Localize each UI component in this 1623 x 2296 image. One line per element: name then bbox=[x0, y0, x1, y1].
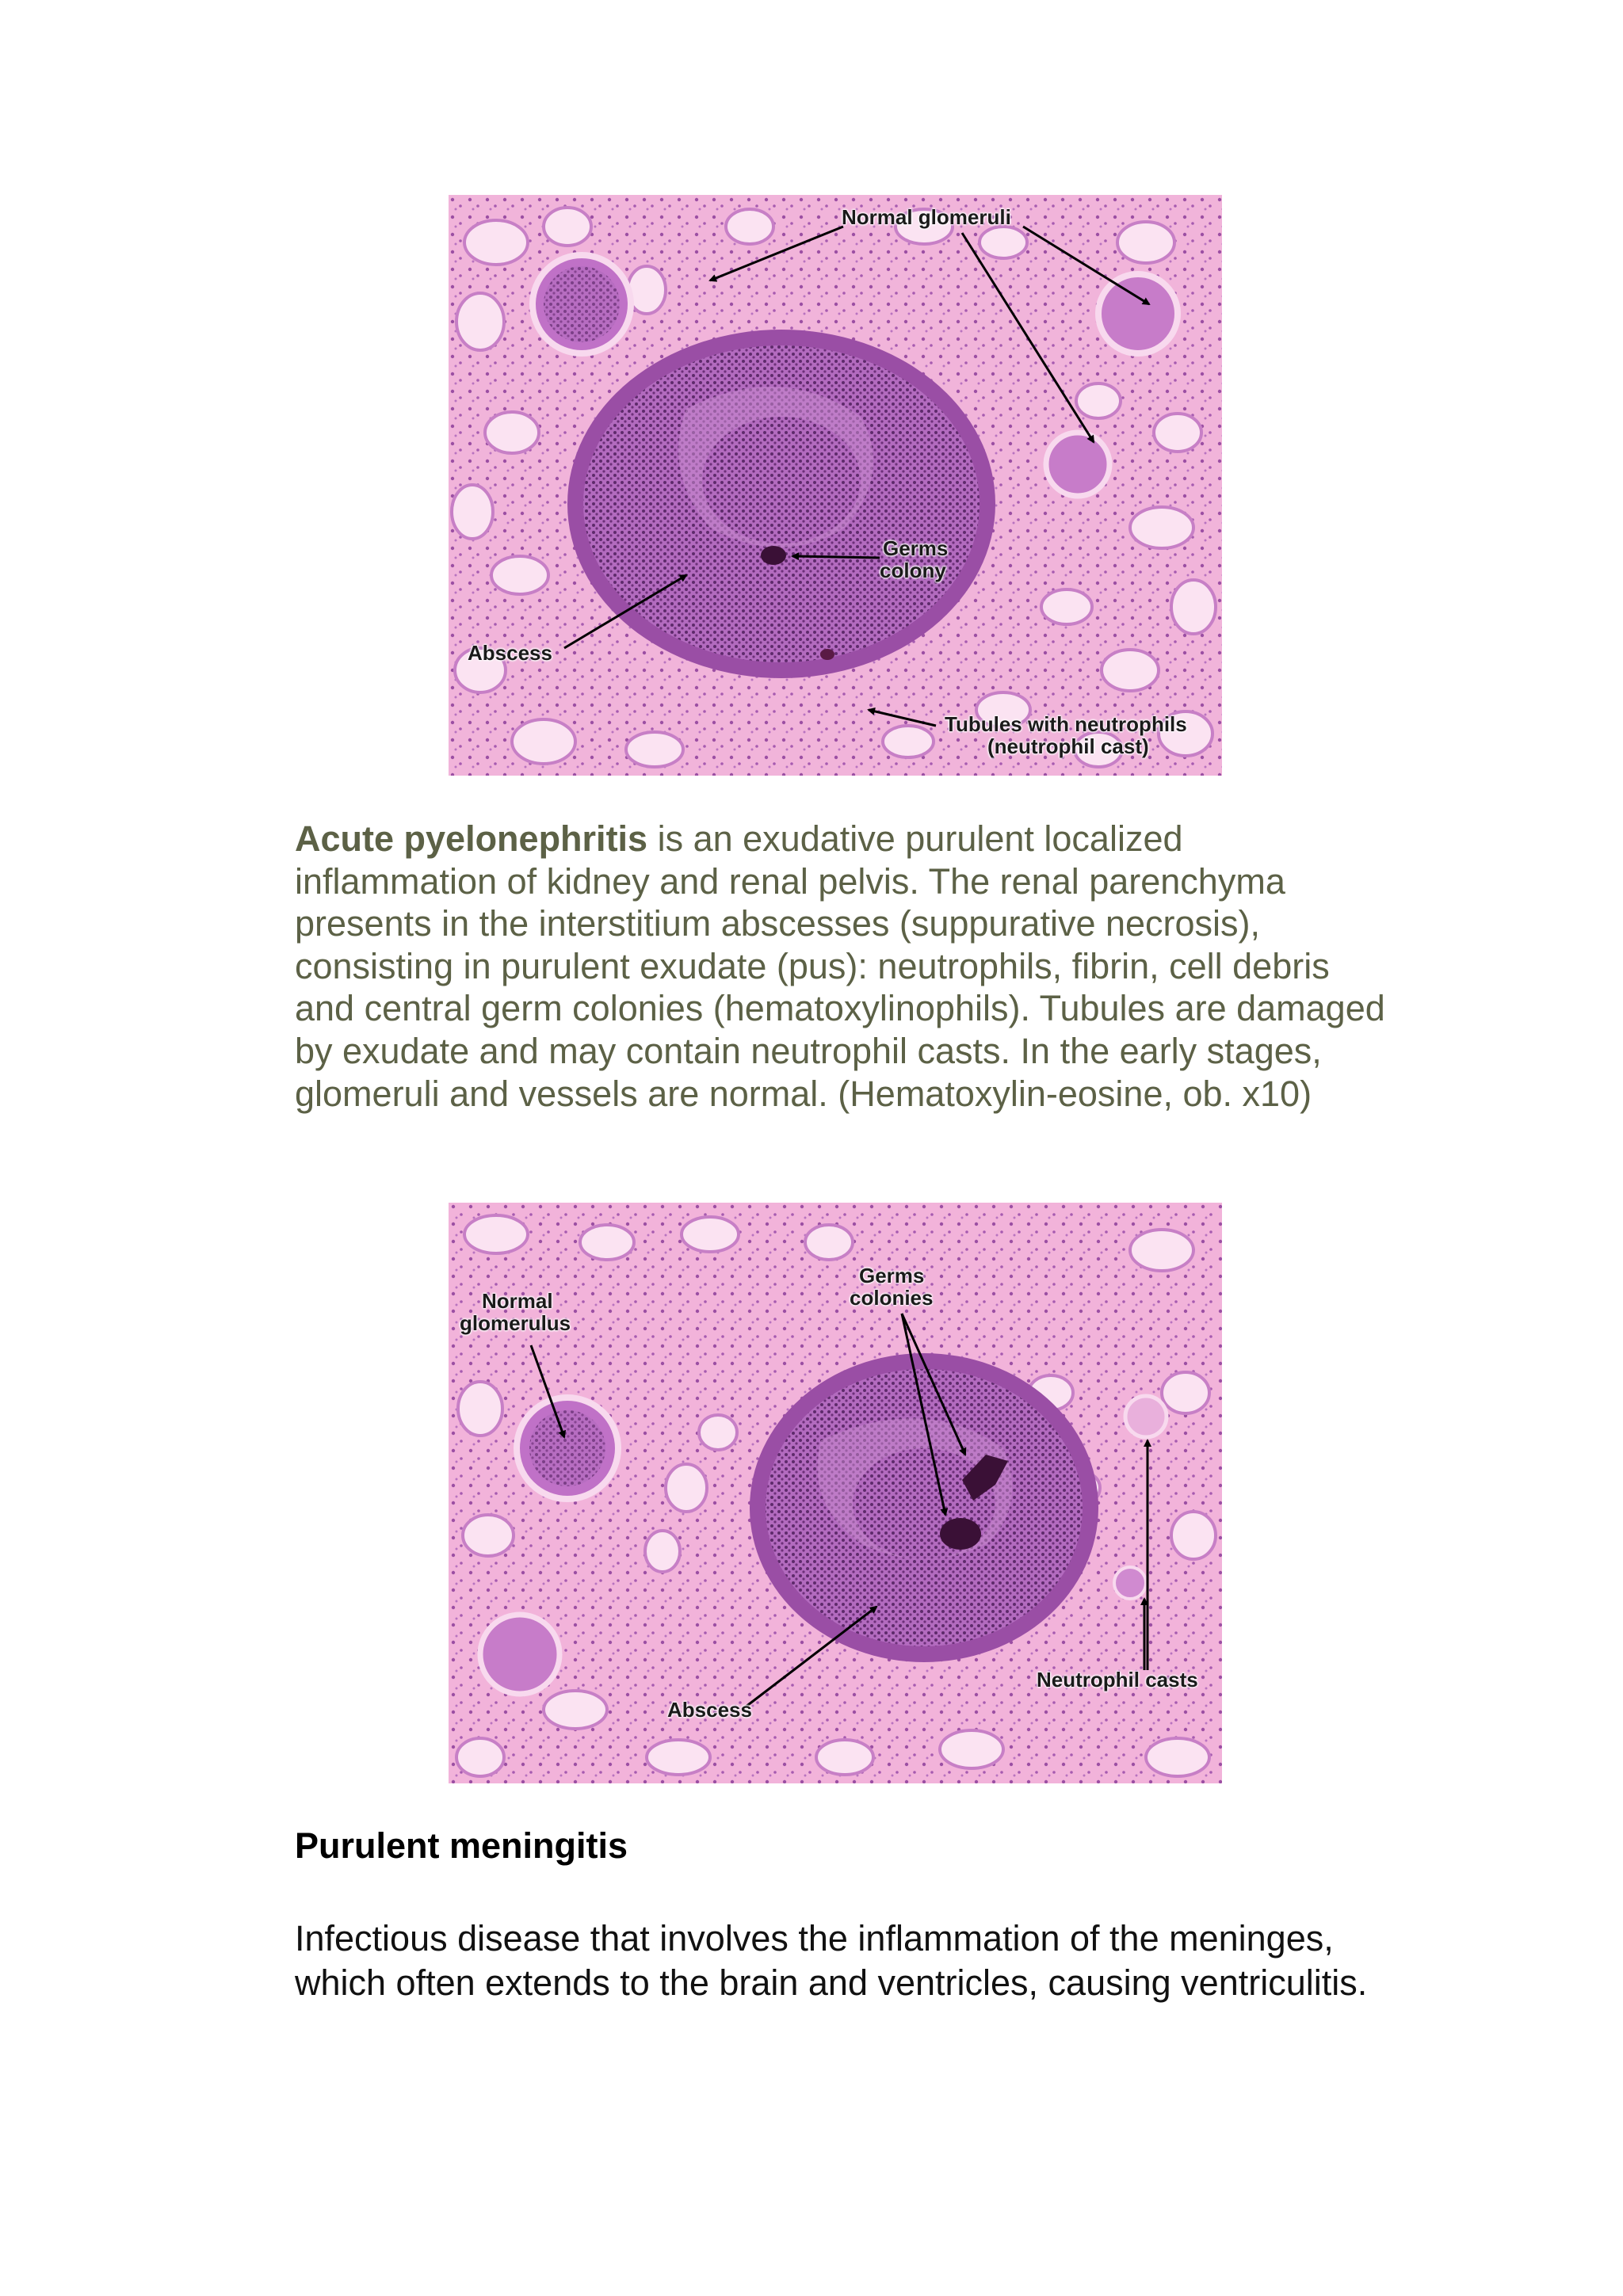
label-germs-colonies-line1: Germs bbox=[859, 1264, 925, 1287]
section-heading-purulent-meningitis: Purulent meningitis bbox=[295, 1825, 628, 1866]
label-germs-colonies-line2: colonies bbox=[850, 1286, 934, 1310]
term-acute-pyelonephritis: Acute pyelonephritis bbox=[295, 818, 648, 859]
tissue-illustration bbox=[449, 1203, 1222, 1783]
label-neutrophil-casts: Neutrophil casts bbox=[1037, 1668, 1198, 1691]
micrograph-pyelonephritis-detail bbox=[449, 1203, 1222, 1783]
label-tubules-neutrophils-line1: Tubules with neutrophils bbox=[945, 712, 1187, 736]
label-normal-glomerulus-line1: Normal bbox=[482, 1289, 553, 1313]
micrograph-acute-pyelonephritis bbox=[449, 195, 1222, 776]
label-abscess: Abscess bbox=[468, 641, 552, 665]
label-normal-glomerulus-line2: glomerulus bbox=[460, 1311, 571, 1335]
label-tubules-neutrophils-line2: (neutrophil cast) bbox=[987, 734, 1149, 758]
label-germs-colony-line2: colony bbox=[880, 559, 946, 582]
label-normal-glomeruli: Normal glomeruli bbox=[842, 205, 1011, 229]
label-germs-colony-line1: Germs bbox=[883, 536, 949, 560]
label-abscess: Abscess bbox=[667, 1698, 752, 1722]
description-acute-pyelonephritis bbox=[295, 818, 1388, 1115]
tissue-illustration bbox=[449, 195, 1222, 776]
description-purulent-meningitis: Infectious disease that involves the inflammation of the meninges, which often extends to the brain and ventricles, causing ventriculitis. bbox=[295, 1918, 1368, 2003]
description-text: is an exudative purulent localized inflammation of kidney and renal pelvis. The renal parenchyma presents in the interstitium abscesses (suppurative necrosis), consisting in purulent exudate (pus): neutrophils, fibrin, cell debris and central germ colonies (hematoxylinophils). Tubules are damaged by exudate and may contain neutrophil casts. In the early stages, glomeruli and vessels are normal. (Hematoxylin-eosine, ob. x10) bbox=[295, 818, 1385, 1114]
